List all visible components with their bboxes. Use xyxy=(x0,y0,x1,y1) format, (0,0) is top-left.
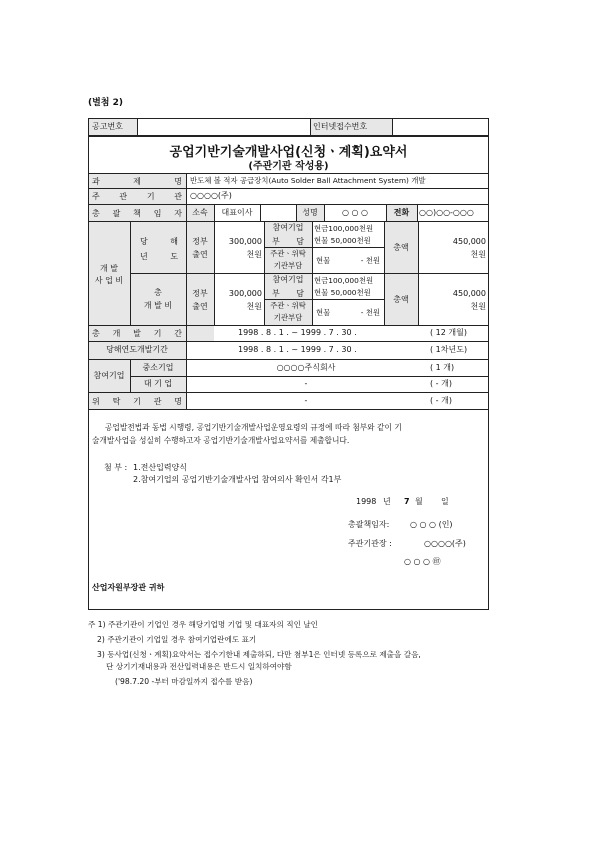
pi-label: 총 괄 책 임 자 xyxy=(92,208,182,218)
gov-label-2: 출연 xyxy=(192,250,208,259)
date-month: 7 xyxy=(404,497,410,506)
phone-label: 전화 xyxy=(393,208,410,217)
note-1: 주 1) 주관기관이 기업인 경우 해당기업명 기업 및 대표자의 직인 날인 xyxy=(88,620,318,629)
form-subtitle: (주관기관 작성용) xyxy=(248,161,329,172)
gov-label: 정부 xyxy=(192,237,208,246)
sme-count: ( 1 개) xyxy=(430,363,455,372)
host-label-total-2: 기관부담 xyxy=(273,313,303,322)
note-5: ('98.7.20 -부터 마감일까지 접수를 받음) xyxy=(115,677,253,686)
date-day-unit: 일 xyxy=(441,497,449,506)
cost-group-label-1: 개 발 xyxy=(100,264,118,273)
signer-2-label: 주관기관장 : xyxy=(348,539,392,548)
sum-label-total: 총액 xyxy=(393,295,409,304)
signer-3-value: ○ ○ ○ ㊞ xyxy=(404,557,441,566)
cash-value-total: 현금100,000천원 xyxy=(314,276,374,285)
cost-group-label-2: 사 업 비 xyxy=(94,276,124,285)
inkind-value: 현물 50,000천원 xyxy=(314,236,371,245)
sum-amount-total: 450,000 xyxy=(452,289,486,298)
date-month-unit: 월 xyxy=(415,497,423,506)
participants-label: 참여기업 xyxy=(93,371,125,380)
note-3: 3) 동사업(신청ㆍ계획)요약서는 접수기한내 제출하되, 다만 첨부1은 인터넷 등록으로 제출을 갈음, xyxy=(97,650,421,659)
participant-label: 참여기업 xyxy=(272,223,304,232)
signer-2-value: ○○○○(주) xyxy=(424,539,466,548)
phone-value: ○○)○○-○○○ xyxy=(419,208,474,217)
host-label-total: 주관ㆍ위탁 xyxy=(270,301,306,310)
participant-label-total: 참여기업 xyxy=(272,275,304,284)
sum-unit: 천원 xyxy=(470,250,486,259)
org-label: 주 관 기 관 xyxy=(92,192,182,201)
header-strip xyxy=(88,118,489,136)
cash-value: 현금100,000천원 xyxy=(314,224,374,233)
year-period-value: 1998 . 8 . 1 . ~ 1999 . 7 . 30 . xyxy=(238,345,357,354)
host-inkind-label: 현물 xyxy=(316,256,331,265)
org-value: ○○○○(주) xyxy=(190,191,232,200)
gov-unit: 천원 xyxy=(246,250,262,259)
name-value: ○ ○ ○ xyxy=(341,208,369,217)
consign-count: ( - 개) xyxy=(430,396,452,405)
task-value: 반도체 볼 적자 공급장치(Auto Solder Ball Attachment System) 개발 xyxy=(190,176,426,185)
host-label-2: 기관부담 xyxy=(273,261,303,270)
attach-label: 첨 부 : xyxy=(104,463,128,472)
host-inkind-label-total: 현물 xyxy=(316,308,331,317)
sum-label: 총액 xyxy=(393,243,409,252)
sum-unit-total: 천원 xyxy=(470,302,486,311)
date-year: 1998 xyxy=(356,497,377,506)
total-period-label: 총 개 발 기 간 xyxy=(92,329,182,338)
host-inkind-value: - 천원 xyxy=(360,256,380,265)
gov-label-total-2: 출연 xyxy=(192,302,208,311)
task-label: 과 제 명 xyxy=(92,176,182,186)
participant-label-2: 부 담 xyxy=(272,236,304,246)
attach-item-2: 2.참여기업의 공업기반기술개발사업 참여의사 확인서 각1부 xyxy=(133,475,342,484)
year-period-label: 당해연도개발기간 xyxy=(106,345,168,354)
participant-label-total-2: 부 담 xyxy=(272,288,304,298)
date-year-unit: 년 xyxy=(383,497,391,506)
host-label: 주관ㆍ위탁 xyxy=(270,249,306,258)
sum-amount: 450,000 xyxy=(452,237,486,246)
large-label: 대 기 업 xyxy=(143,379,173,388)
total-period-months: ( 12 개월) xyxy=(430,328,467,337)
statement-line-1: 공업발전법과 동법 시행령, 공업기반기술개발사업운영요령의 규정에 따라 첨부와 같이 기 xyxy=(105,423,402,432)
gov-amount-total: 300,000 xyxy=(228,289,262,298)
signer-1-value: ○ ○ ○ (인) xyxy=(410,520,453,529)
attachment-label: (별첨 2) xyxy=(88,98,124,108)
consign-label: 위 탁 기 관 명 xyxy=(92,396,182,406)
affil-label: 소속 xyxy=(192,208,208,217)
host-inkind-value-total: - 천원 xyxy=(360,308,380,317)
gov-unit-total: 천원 xyxy=(246,302,262,311)
total-label-1: 총 xyxy=(154,288,162,297)
inkind-value-total: 현물 50,000천원 xyxy=(314,288,371,297)
addressee: 산업자원부장관 귀하 xyxy=(92,583,165,592)
note-2: 2) 주관기관이 기업일 경우 참여기업란에도 표기 xyxy=(97,635,257,644)
affil-value: 대표이사 xyxy=(221,208,253,217)
sme-label: 중소기업 xyxy=(142,363,174,372)
large-value: - xyxy=(304,379,308,388)
this-year-label-1: 당 해 xyxy=(140,236,178,246)
note-4: 단 상기기재내용과 전산입력내용은 반드시 일치하여야함 xyxy=(106,662,292,671)
total-period-value: 1998 . 8 . 1 . ~ 1999 . 7 . 30 . xyxy=(238,328,357,337)
consign-value: - xyxy=(304,396,308,405)
name-label: 성명 xyxy=(302,208,318,217)
statement-line-2: 술개발사업을 성실히 수행하고자 공업기반기술개발사업요약서를 제출합니다. xyxy=(92,436,350,445)
form-title: 공업기반기술개발사업(신청ㆍ계획)요약서 xyxy=(169,145,408,160)
gov-amount: 300,000 xyxy=(228,237,262,246)
year-period-count: ( 1차년도) xyxy=(430,345,468,354)
gov-label-total: 정부 xyxy=(192,289,208,298)
total-label-2: 개 발 비 xyxy=(143,301,173,310)
internet-no-label: 인터넷접수번호 xyxy=(313,122,368,131)
large-count: ( - 개) xyxy=(430,379,452,388)
notice-no-label: 공고번호 xyxy=(92,122,123,131)
attach-item-1: 1.전산입력양식 xyxy=(133,463,188,472)
sme-value: ○○○○주식회사 xyxy=(276,363,336,372)
signer-1-label: 총괄책임자: xyxy=(348,520,390,529)
this-year-label-2: 년 도 xyxy=(140,251,178,261)
